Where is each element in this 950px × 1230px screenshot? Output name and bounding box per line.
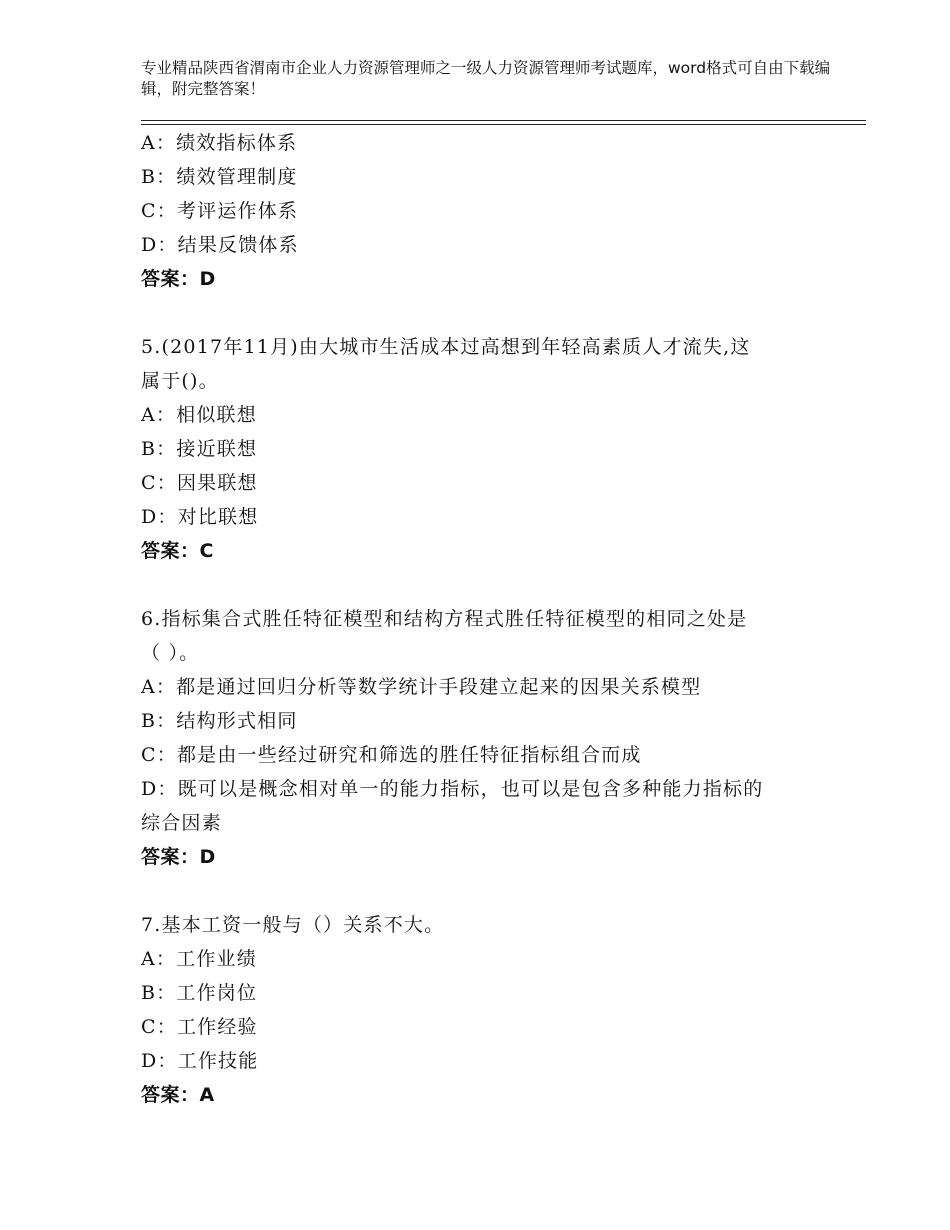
- question-5: [141, 330, 831, 568]
- answer-label: 答案：D: [141, 268, 216, 290]
- answer-label: 答案：C: [141, 540, 214, 562]
- answer-label: 答案：A: [141, 1084, 215, 1106]
- question-stem-continued: （ ）。: [141, 642, 200, 664]
- question-list: [141, 126, 831, 1112]
- option-b: B：工作岗位: [141, 982, 258, 1004]
- option-c: C：考评运作体系: [141, 200, 299, 222]
- option-a: A：绩效指标体系: [141, 132, 298, 154]
- question-stem-continued: 属于()。: [141, 370, 219, 392]
- option-c: C：因果联想: [141, 472, 258, 494]
- option-c: C：都是由一些经过研究和筛选的胜任特征指标组合而成: [141, 744, 642, 766]
- option-a: A：相似联想: [141, 404, 257, 426]
- answer-label: 答案：D: [141, 846, 216, 868]
- option-d: D：既可以是概念相对单一的能力指标，也可以是包含多种能力指标的: [141, 778, 764, 800]
- question-4: [141, 126, 831, 296]
- option-d: D：对比联想: [141, 506, 259, 528]
- option-a: A：都是通过回归分析等数学统计手段建立起来的因果关系模型: [141, 676, 702, 698]
- option-b: B：接近联想: [141, 438, 258, 460]
- option-d: D：工作技能: [141, 1050, 259, 1072]
- option-b: B：结构形式相同: [141, 710, 298, 732]
- question-6: [141, 602, 831, 874]
- option-a: A：工作业绩: [141, 948, 257, 970]
- option-c: C：工作经验: [141, 1016, 258, 1038]
- question-stem: 5.(2017年11月)由大城市生活成本过高想到年轻高素质人才流失,这: [141, 336, 751, 358]
- question-7: [141, 908, 831, 1112]
- header-divider: [141, 120, 866, 125]
- option-d-continued: 综合因素: [141, 812, 222, 834]
- question-stem: 7.基本工资一般与（）关系不大。: [141, 914, 445, 936]
- page-header: 专业精品陕西省渭南市企业人力资源管理师之一级人力资源管理师考试题库，word格式可自由下载编辑，附完整答案！: [141, 59, 831, 98]
- option-b: B：绩效管理制度: [141, 166, 298, 188]
- option-d: D：结果反馈体系: [141, 234, 299, 256]
- question-stem: 6.指标集合式胜任特征模型和结构方程式胜任特征模型的相同之处是: [141, 608, 748, 630]
